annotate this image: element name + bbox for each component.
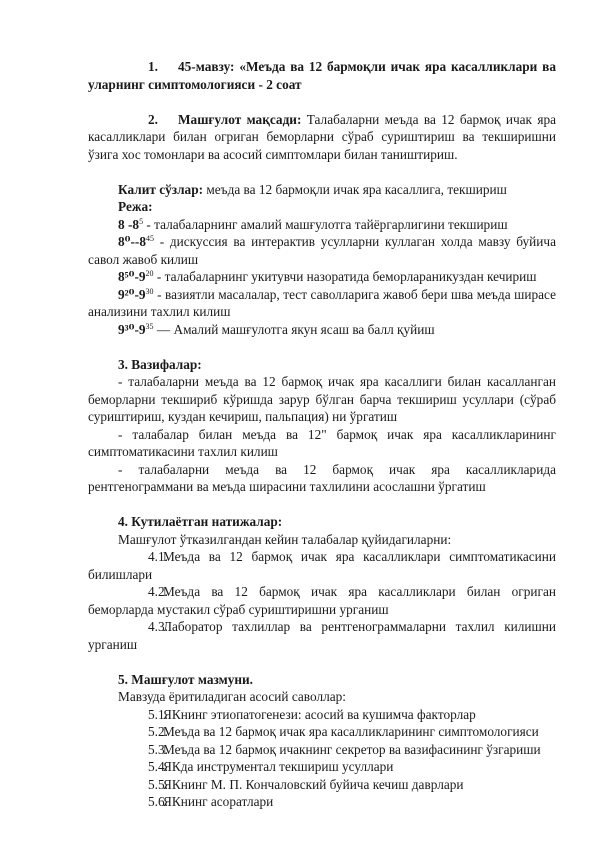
plan-item-text: - дискуссия ва интерактив усулларни куллаган холда мавзу буйича савол жавоб килиш: [88, 234, 556, 267]
plan-item-text: - вазиятли масалалар, тест саволларига жавоб бери шва меъда ширасе анализини тахлил килиш: [88, 286, 556, 319]
plan-item: [88, 286, 556, 321]
outcome-item: [88, 583, 556, 618]
section-2-text: Талабаларни меъда ва 12 бармоқ ичак яра касалликлари билан огриган беморларни сўраб суриштириш ва текширишни ўзига хос томонлари ва асосий симптомлари билан таништириш.: [88, 111, 557, 162]
section-2-number: 2.: [148, 111, 158, 127]
keywords-text: меъда ва 12 бармоқли ичак яра касаллига, текшириш: [203, 181, 507, 197]
document-body: [88, 58, 556, 811]
question-item: [88, 793, 556, 811]
question-item: [88, 776, 556, 794]
plan-item-time: 8⁰--8: [118, 234, 146, 249]
section-2-paragraph: [88, 111, 556, 164]
section-3-heading: 3. Вазифалар:: [118, 356, 202, 372]
question-item-text: Меъда ва 12 бармоқ ичак яра касалликларининг симптомологияси: [163, 724, 539, 739]
outcome-item: [88, 618, 556, 653]
section-5-intro: Мавзуда ёритиладиган асосий саволлар:: [118, 689, 346, 704]
question-item-number: 5.1.: [148, 706, 168, 722]
question-item-number: 5.4.: [148, 759, 168, 774]
keywords-label: Калит сўзлар:: [118, 181, 204, 197]
outcome-item-text: Лаборатор тахлиллар ва рентгенограммаларни тахлил килишни урганиш: [88, 619, 556, 652]
plan-item: [88, 233, 556, 268]
section-4-heading: 4. Кутилаётган натижалар:: [118, 514, 283, 529]
question-item-number: 5.5.: [148, 776, 168, 792]
plan-item-time: 9²⁰-9: [118, 286, 146, 302]
plan-item: [88, 216, 556, 234]
plan-item-text: — Амалий машғулотга якун ясаш ва балл қуйиш: [153, 321, 435, 337]
plan-item: [88, 321, 556, 339]
question-item: [88, 758, 556, 776]
task-item: - талабалар билан меъда ва 12" бармоқ ичак яра касалликларининг симптоматикасини тахлил килиш: [88, 426, 556, 459]
plan-item-time-sup: 45: [145, 234, 154, 243]
question-item: [88, 741, 556, 759]
outcome-item-text: Меъда ва 12 бармоқ ичак яра касалликлари симптоматикасини билишлари: [88, 549, 556, 582]
outcome-item-number: 4.2.: [148, 584, 168, 599]
plan-item-text: - талабаларнинг амалий машғулотга тайёргарлигини текшириш: [143, 216, 508, 232]
keywords-line: [88, 181, 556, 199]
plan-item-time-sup: 5: [139, 216, 144, 226]
plan-item-time-sup: 20: [145, 269, 154, 278]
task-item: - талабаларни меъда ва 12 бармоқ ичак яра касаллиги билан касалланган беморларни текшириб кўришда зарур бўлган барча текшириш усуллари (сўраб суриштириш, куздан кечириш, пальпация) ни ўргатиш: [88, 374, 556, 424]
question-item-text: Меъда ва 12 бармоқ ичакнинг секретор ва вазифасининг ўзгариши: [163, 741, 541, 757]
question-item-text: ЯКнинг этиопатогенези: асосий ва кушимча факторлар: [163, 706, 476, 722]
section-1-heading: [88, 58, 556, 93]
question-item-text: ЯКнинг асоратлари: [163, 794, 274, 809]
plan-item-time: 9³⁰-9: [118, 321, 146, 337]
plan-item-time-sup: 35: [145, 321, 154, 331]
question-item-number: 5.6.: [148, 794, 168, 809]
question-item: [88, 723, 556, 741]
section-4-intro: Машғулот ўтказилгандан кейин талабалар қуйидагиларни:: [118, 531, 452, 547]
section-1-number: 1.: [148, 59, 158, 74]
outcome-item-number: 4.1.: [148, 549, 168, 564]
section-1-title: 45-мавзу: «Меъда ва 12 бармоқли ичак яра касалликлари ва уларнинг симптомологияси - 2 соат: [88, 59, 556, 92]
question-item: [88, 706, 556, 724]
plan-item-time: 8⁵⁰-9: [118, 269, 146, 284]
plan-item: [88, 268, 556, 286]
plan-heading: Режа:: [118, 199, 153, 214]
plan-item-text: - талабаларнинг укитувчи назоратида беморлараникуздан кечириш: [153, 269, 537, 284]
task-item: - талабаларни меъда ва 12 бармоқ ичак яра касалликларида рентгенограммани ва меъда ширасини тахлилини асослашни ўргатиш: [88, 461, 556, 494]
outcome-item: [88, 548, 556, 583]
question-item-text: ЯКнинг М. П. Кончаловский буйича кечиш даврлари: [163, 776, 464, 792]
plan-item-time: 8 -8: [118, 216, 140, 232]
outcome-item-text: Меъда ва 12 бармоқ ичак яра касалликлари билан огриган беморларда мустакил сўраб суриштиришни урганиш: [88, 584, 556, 617]
question-item-number: 5.3.: [148, 741, 168, 757]
plan-item-time-sup: 30: [145, 286, 154, 296]
question-item-number: 5.2.: [148, 724, 168, 739]
section-2-label: Машғулот мақсади:: [178, 111, 302, 127]
section-5-heading: 5. Машғулот мазмуни.: [118, 671, 253, 687]
question-item-text: ЯКда инструментал текшириш усуллари: [163, 759, 394, 774]
outcome-item-number: 4.3.: [148, 619, 168, 634]
